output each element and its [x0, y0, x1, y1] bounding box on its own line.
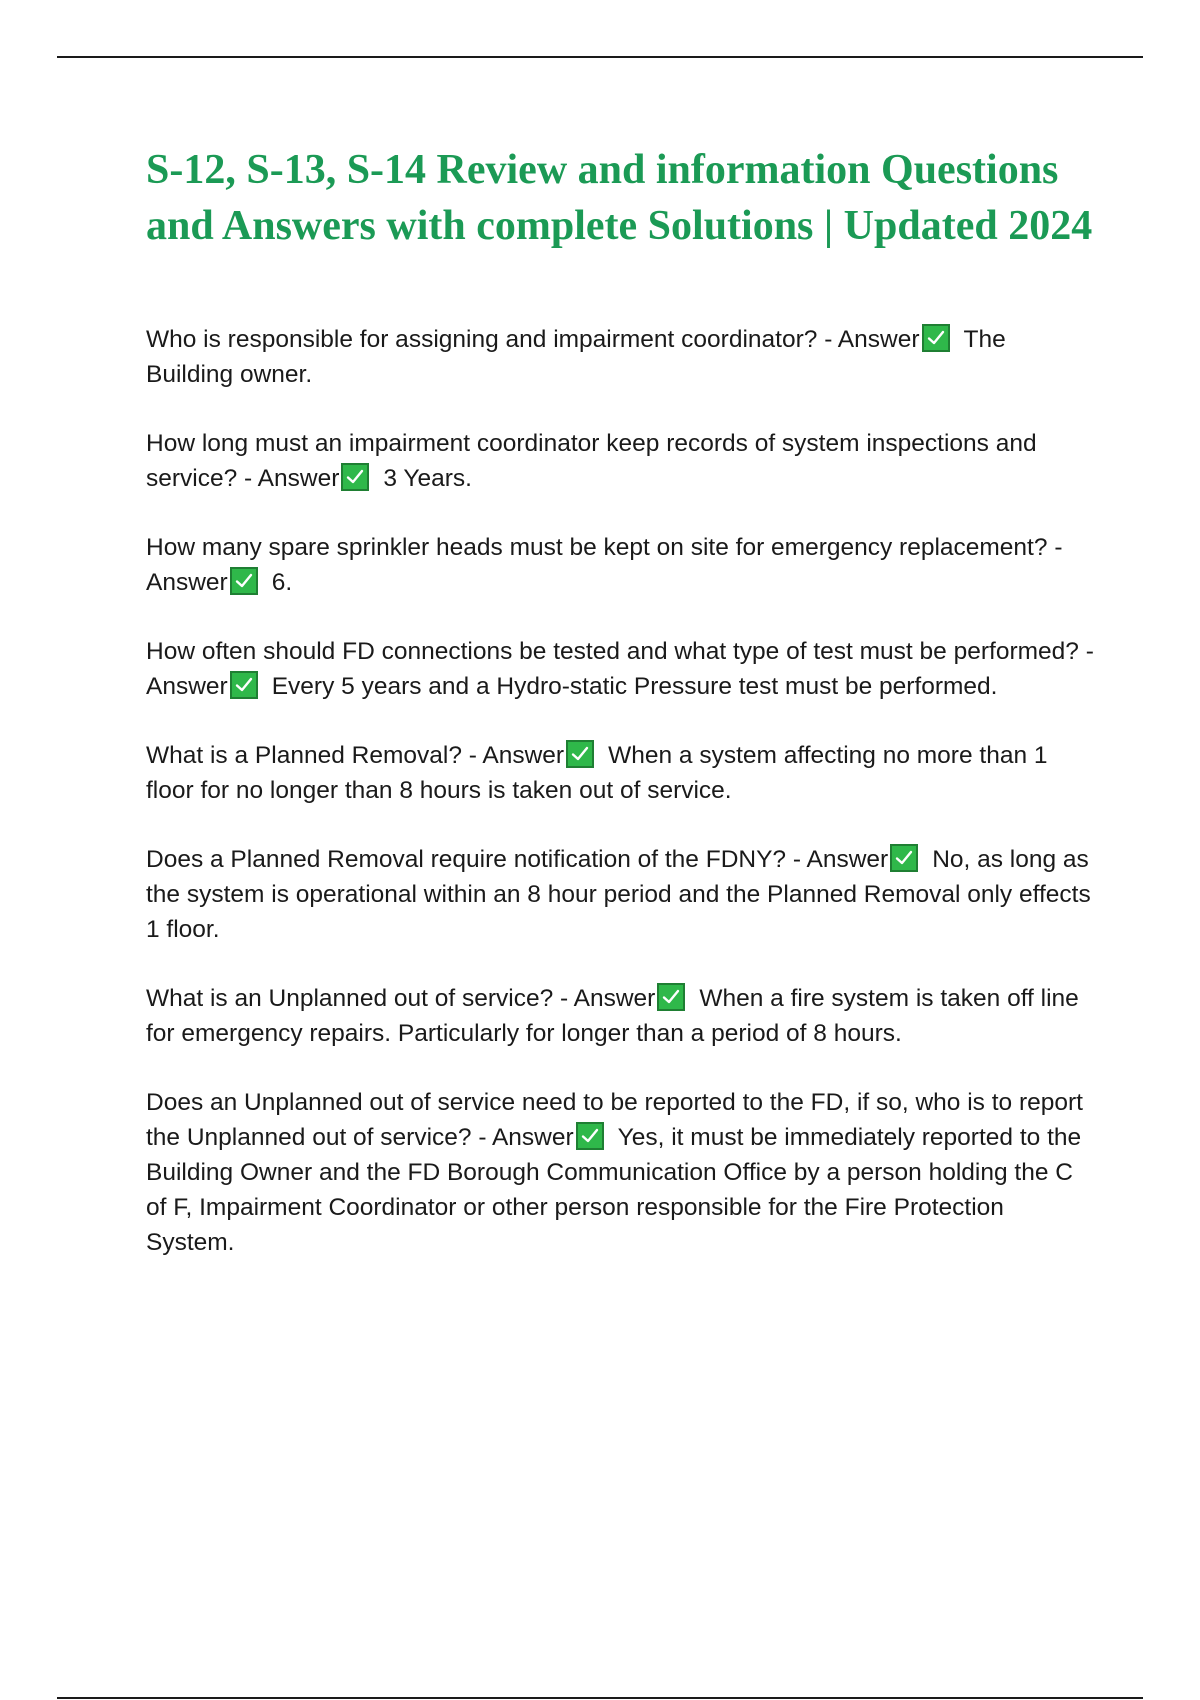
check-mark-icon	[230, 567, 258, 595]
answer-label: - Answer	[824, 326, 920, 353]
answer-text: When a system affecting no more than 1 floor for no longer than 8 hours is taken out of service.	[146, 742, 1048, 804]
qa-item	[146, 842, 1096, 947]
check-mark-icon	[230, 671, 258, 699]
document-body	[146, 142, 1096, 1294]
check-mark-icon	[890, 844, 918, 872]
answer-text: Every 5 years and a Hydro-static Pressure test must be performed.	[271, 673, 998, 700]
question-text: What is a Planned Removal?	[146, 742, 462, 769]
qa-item	[146, 426, 1096, 496]
answer-label: - Answer	[244, 465, 340, 492]
qa-item	[146, 530, 1096, 600]
answer-label: - Answer	[146, 534, 1063, 596]
check-mark-icon	[566, 740, 594, 768]
answer-label: - Answer	[560, 985, 656, 1012]
question-text: What is an Unplanned out of service?	[146, 985, 554, 1012]
question-text: Does a Planned Removal require notification of the FDNY?	[146, 846, 787, 873]
answer-text: No, as long as the system is operational within an 8 hour period and the Planned Removal only effects 1 floor.	[146, 846, 1091, 943]
question-text: How many spare sprinkler heads must be kept on site for emergency replacement?	[146, 534, 1048, 561]
answer-label: - Answer	[468, 742, 565, 769]
qa-item	[146, 322, 1096, 392]
top-rule	[57, 56, 1143, 58]
answer-label: - Answer	[792, 846, 889, 873]
answer-text: 3 Years.	[383, 465, 472, 492]
bottom-rule	[57, 1697, 1143, 1699]
answer-label: - Answer	[478, 1124, 574, 1151]
qa-item	[146, 1085, 1096, 1260]
qa-item	[146, 634, 1096, 704]
answer-text: When a fire system is taken off line for emergency repairs. Particularly for longer than a period of 8 hours.	[146, 985, 1079, 1047]
check-mark-icon	[657, 983, 685, 1011]
qa-item	[146, 981, 1096, 1051]
answer-text: Yes, it must be immediately reported to the Building Owner and the FD Borough Communication Office by a person holding the C of F, Impairment Coordinator or other person responsible for the Fire Protection System.	[146, 1124, 1082, 1256]
answer-text: The Building owner.	[146, 326, 1006, 388]
document-title: S-12, S-13, S-14 Review and information Questions and Answers with complete Solutions | Updated 2024	[146, 147, 1093, 249]
answer-text: 6.	[271, 569, 293, 596]
check-mark-icon	[576, 1122, 604, 1150]
check-mark-icon	[341, 463, 369, 491]
answer-label: - Answer	[146, 638, 1094, 700]
question-text: Does an Unplanned out of service need to be reported to the FD, if so, who is to report the Unplanned out of service?	[146, 1089, 1083, 1151]
question-text: How long must an impairment coordinator keep records of system inspections and service?	[146, 430, 1037, 492]
qa-item	[146, 738, 1096, 808]
question-text: How often should FD connections be tested and what type of test must be performed?	[146, 638, 1079, 665]
question-text: Who is responsible for assigning and impairment coordinator?	[146, 326, 818, 353]
check-mark-icon	[922, 324, 950, 352]
